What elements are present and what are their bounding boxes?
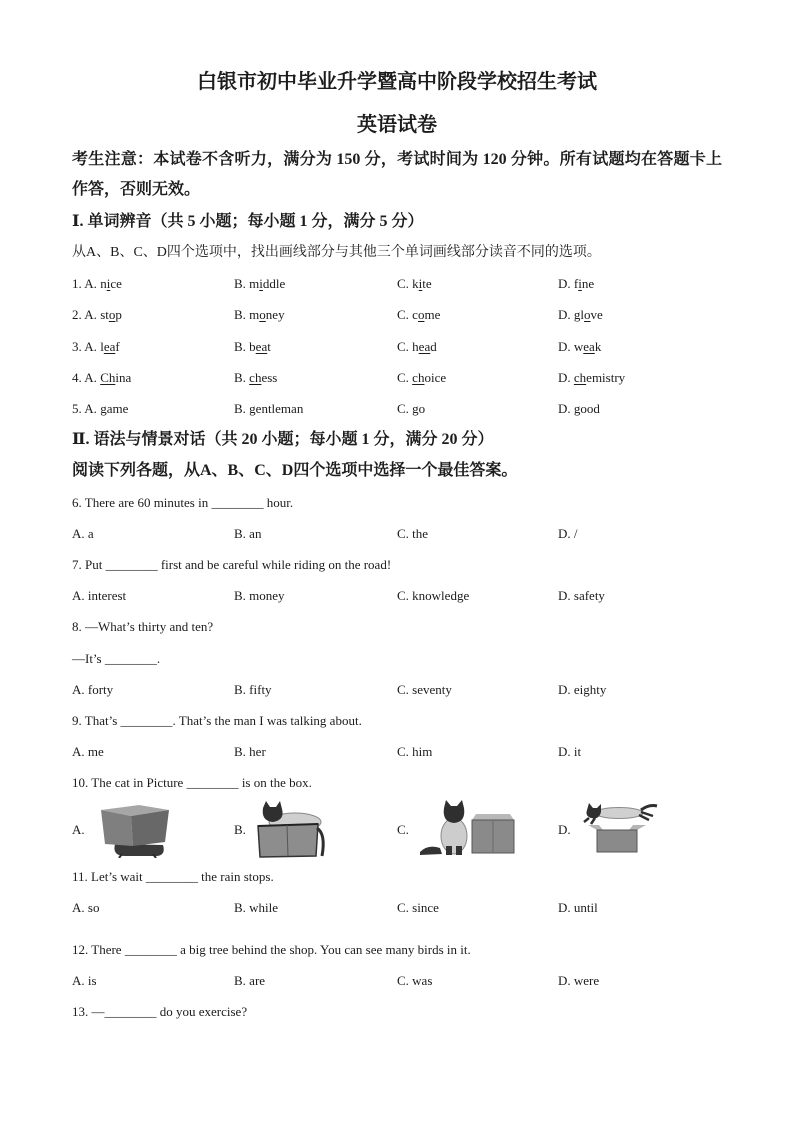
option-word: game xyxy=(100,401,129,416)
option-label: B. xyxy=(234,307,246,322)
option-b xyxy=(234,969,265,993)
underlined-letters: ea xyxy=(418,339,431,354)
option-d xyxy=(558,335,601,359)
question-4 xyxy=(72,366,722,390)
question-number: 13. xyxy=(72,1004,89,1019)
option-d xyxy=(558,678,606,702)
underlined-letters: i xyxy=(578,276,582,291)
option-word: choice xyxy=(412,370,447,385)
option-text: are xyxy=(249,973,266,988)
question-10 xyxy=(72,771,722,795)
underlined-letters: o xyxy=(108,307,116,322)
option-label: C. xyxy=(397,370,409,385)
paper-subtitle: 英语试卷 xyxy=(357,114,437,136)
option-label: C. xyxy=(397,973,409,988)
underlined-letters: i xyxy=(106,276,111,291)
question-number: 12. xyxy=(72,942,89,957)
option-text: so xyxy=(87,900,100,915)
question-8 xyxy=(72,615,722,639)
question-2 xyxy=(72,303,722,327)
option-a xyxy=(72,303,122,327)
option-text: until xyxy=(573,900,598,915)
option-c xyxy=(397,397,425,421)
underlined-letters: i xyxy=(418,276,423,291)
section-2-heading: Ⅱ. 语法与情景对话（共 20 小题；每小题 1 分，满分 20 分） xyxy=(72,431,494,448)
option-text: money xyxy=(249,588,285,603)
option-d xyxy=(558,969,599,993)
option-a xyxy=(72,584,126,608)
option-label: A. xyxy=(84,339,97,354)
option-word: weak xyxy=(573,339,602,354)
underlined-letters: o xyxy=(259,307,266,322)
option-b xyxy=(234,678,272,702)
option-c xyxy=(397,272,432,296)
option-c xyxy=(397,366,446,390)
option-word: glove xyxy=(573,307,603,322)
option-word: beat xyxy=(249,339,271,354)
question-number: 3. xyxy=(72,339,82,354)
option-c xyxy=(397,678,452,702)
option-label: A. xyxy=(84,276,97,291)
option-b xyxy=(234,896,278,920)
question-11-options xyxy=(72,896,722,920)
option-d xyxy=(558,366,625,390)
picture-cat-in-box xyxy=(255,800,329,858)
underlined-letters: ch xyxy=(249,370,262,385)
question-stem: There are 60 minutes in ________ hour. xyxy=(84,495,294,510)
option-text: interest xyxy=(87,588,127,603)
option-label: C. xyxy=(397,682,409,697)
option-word: fine xyxy=(573,276,595,291)
question-number: 11. xyxy=(72,869,88,884)
underlined-letters: Ch xyxy=(100,370,116,385)
question-7-options xyxy=(72,584,722,608)
option-b xyxy=(234,740,266,764)
option-c xyxy=(397,584,469,608)
question-number: 4. xyxy=(72,370,82,385)
option-text: her xyxy=(249,744,266,759)
section-1-instruction: 从A、B、C、D四个选项中，找出画线部分与其他三个单词画线部分读音不同的选项。 xyxy=(72,245,601,260)
option-word: come xyxy=(412,307,441,322)
option-label: C. xyxy=(397,900,409,915)
question-number: 8. xyxy=(72,619,82,634)
option-label: D. xyxy=(558,276,571,291)
option-a xyxy=(72,272,122,296)
option-label: D. xyxy=(558,900,571,915)
option-label: B. xyxy=(234,588,246,603)
question-10-picture-options xyxy=(72,800,722,860)
underlined-letters: o xyxy=(417,307,425,322)
section-1-heading: Ⅰ. 单词辨音（共 5 小题；每小题 1 分，满分 5 分） xyxy=(72,213,424,230)
option-label: A. xyxy=(84,401,97,416)
option-text: me xyxy=(87,744,104,759)
option-word: leaf xyxy=(100,339,120,354)
question-stem: Let’s wait ________ the rain stops. xyxy=(91,869,274,884)
option-text: fifty xyxy=(249,682,272,697)
option-c xyxy=(397,740,432,764)
option-text: forty xyxy=(87,682,114,697)
option-label: A. xyxy=(72,973,85,988)
option-label: D. xyxy=(558,307,571,322)
option-a-label: A. xyxy=(72,822,85,837)
option-label: C. xyxy=(397,276,409,291)
option-d xyxy=(558,303,603,327)
option-text: while xyxy=(249,900,279,915)
option-label: C. xyxy=(397,588,409,603)
option-label: C. xyxy=(397,401,409,416)
option-text: knowledge xyxy=(412,588,470,603)
option-d xyxy=(558,896,598,920)
option-text: safety xyxy=(573,588,605,603)
underlined-letters: ch xyxy=(412,370,425,385)
option-b xyxy=(234,366,277,390)
option-b xyxy=(234,303,285,327)
option-label: A. xyxy=(72,682,85,697)
option-text: since xyxy=(412,900,439,915)
question-number: 7. xyxy=(72,557,82,572)
underlined-letters: ea xyxy=(103,339,116,354)
question-1 xyxy=(72,272,722,296)
question-stem: That’s ________. That’s the man I was talking about. xyxy=(84,713,362,728)
question-8-options xyxy=(72,678,722,702)
option-label: D. xyxy=(558,401,571,416)
option-c xyxy=(397,335,437,359)
option-d xyxy=(558,522,578,546)
picture-cat-above-box xyxy=(583,800,659,856)
option-text: seventy xyxy=(412,682,452,697)
option-label: A. xyxy=(84,370,97,385)
option-word: head xyxy=(412,339,437,354)
question-stem: The cat in Picture ________ is on the box. xyxy=(91,775,312,790)
option-a xyxy=(72,678,113,702)
question-number: 10. xyxy=(72,775,89,790)
option-a xyxy=(72,969,97,993)
question-stem: —________ do you exercise? xyxy=(91,1004,248,1019)
option-a xyxy=(72,740,104,764)
option-label: D. xyxy=(558,526,571,541)
option-text: eighty xyxy=(573,682,607,697)
option-b xyxy=(234,272,285,296)
option-a xyxy=(72,366,131,390)
question-stem: Put ________ first and be careful while riding on the road! xyxy=(85,557,392,572)
question-7 xyxy=(72,553,722,577)
option-label: A. xyxy=(72,588,85,603)
option-label: B. xyxy=(234,370,246,385)
picture-cat-under-box xyxy=(95,800,175,858)
exam-title: 白银市初中毕业升学暨高中阶段学校招生考试 xyxy=(197,71,597,93)
option-label: D. xyxy=(558,370,571,385)
option-word: go xyxy=(412,401,426,416)
underlined-letters: ch xyxy=(573,370,587,385)
option-label: B. xyxy=(234,339,246,354)
option-label: D. xyxy=(558,588,571,603)
option-word: chess xyxy=(249,370,278,385)
option-text: is xyxy=(87,973,97,988)
option-word: China xyxy=(100,370,132,385)
section-2-instruction: 阅读下列各题，从A、B、C、D四个选项中选择一个最佳答案。 xyxy=(72,462,518,479)
question-8-reply: —It’s ________. xyxy=(72,651,161,666)
option-text: an xyxy=(249,526,262,541)
option-label: C. xyxy=(397,307,409,322)
option-text: it xyxy=(573,744,582,759)
option-a xyxy=(72,896,99,920)
underlined-letters: i xyxy=(259,276,263,291)
option-word: good xyxy=(573,401,600,416)
option-label: D. xyxy=(558,744,571,759)
option-word: kite xyxy=(412,276,432,291)
option-c xyxy=(397,303,440,327)
question-number: 9. xyxy=(72,713,82,728)
option-label: B. xyxy=(234,900,246,915)
option-label: B. xyxy=(234,682,246,697)
question-stem: —What’s thirty and ten? xyxy=(85,619,214,634)
option-text: him xyxy=(412,744,433,759)
exam-notice: 考生注意：本试卷不含听力，满分为 150 分，考试时间为 120 分钟。所有试题均在答题卡上作答，否则无效。 xyxy=(72,151,722,198)
option-a xyxy=(72,397,128,421)
option-text: / xyxy=(573,526,578,541)
option-label: B. xyxy=(234,973,246,988)
option-label: B. xyxy=(234,401,246,416)
option-d xyxy=(558,584,605,608)
question-number: 1. xyxy=(72,276,82,291)
option-label: A. xyxy=(72,526,85,541)
option-a xyxy=(72,522,94,546)
option-c xyxy=(397,969,432,993)
option-c xyxy=(397,522,428,546)
question-11 xyxy=(72,865,722,889)
question-stem: There ________ a big tree behind the shop. You can see many birds in it. xyxy=(91,942,471,957)
question-9-options xyxy=(72,740,722,764)
option-d xyxy=(558,272,594,296)
option-word: middle xyxy=(249,276,286,291)
option-label: B. xyxy=(234,276,246,291)
option-word: chemistry xyxy=(573,370,626,385)
option-b-label: B. xyxy=(234,822,246,837)
question-6 xyxy=(72,491,722,515)
underlined-letters: ea xyxy=(583,339,595,354)
option-label: C. xyxy=(397,339,409,354)
underlined-letters: ea xyxy=(255,339,268,354)
question-9 xyxy=(72,709,722,733)
option-label: D. xyxy=(558,682,571,697)
question-number: 5. xyxy=(72,401,82,416)
underlined-letters: o xyxy=(584,307,591,322)
question-3 xyxy=(72,335,722,359)
option-label: C. xyxy=(397,526,409,541)
option-a xyxy=(72,335,120,359)
option-label: B. xyxy=(234,744,246,759)
option-b xyxy=(234,397,303,421)
option-c xyxy=(397,896,439,920)
option-word: nice xyxy=(100,276,122,291)
option-text: was xyxy=(412,973,433,988)
question-6-options xyxy=(72,522,722,546)
option-word: stop xyxy=(100,307,122,322)
option-label: D. xyxy=(558,973,571,988)
question-5 xyxy=(72,397,722,421)
option-c-label: C. xyxy=(397,822,409,837)
option-label: C. xyxy=(397,744,409,759)
picture-cat-beside-box xyxy=(418,800,516,856)
option-label: A. xyxy=(84,307,97,322)
option-label: D. xyxy=(558,339,571,354)
question-number: 2. xyxy=(72,307,82,322)
question-13 xyxy=(72,1000,722,1024)
option-d-label: D. xyxy=(558,822,571,837)
option-label: A. xyxy=(72,744,85,759)
option-b xyxy=(234,335,271,359)
question-12-options xyxy=(72,969,722,993)
question-number: 6. xyxy=(72,495,82,510)
option-text: the xyxy=(412,526,429,541)
option-label: B. xyxy=(234,526,246,541)
option-b xyxy=(234,584,285,608)
option-text: were xyxy=(573,973,600,988)
option-label: A. xyxy=(72,900,85,915)
option-word: gentleman xyxy=(249,401,304,416)
question-12 xyxy=(72,938,722,962)
option-b xyxy=(234,522,261,546)
option-text: a xyxy=(87,526,94,541)
option-d xyxy=(558,740,581,764)
option-d xyxy=(558,397,600,421)
option-word: money xyxy=(249,307,285,322)
